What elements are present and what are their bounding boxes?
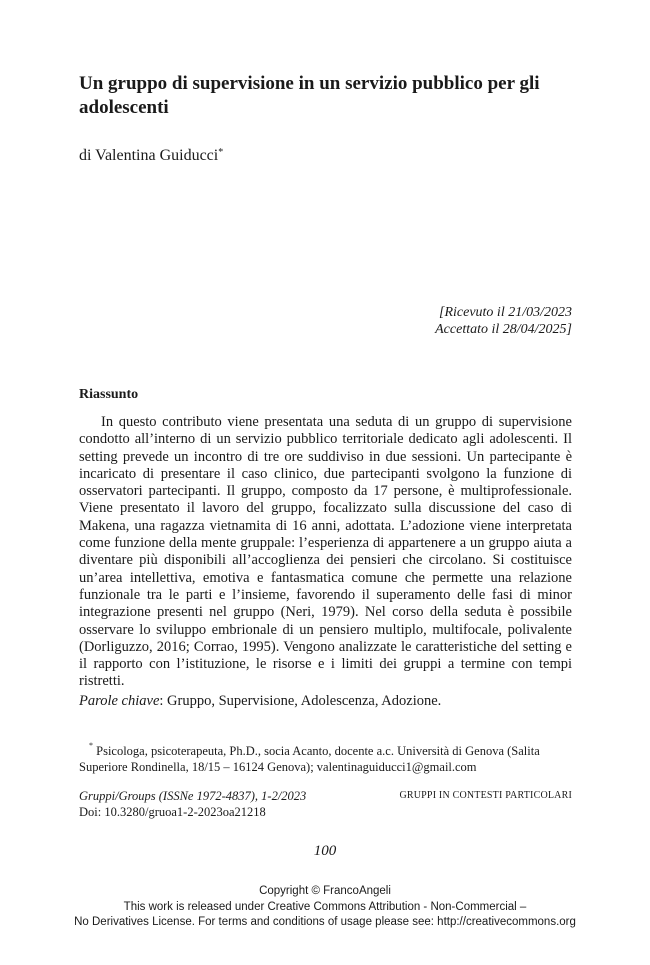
footnote-marker: * <box>89 741 93 750</box>
received-date: [Ricevuto il 21/03/2023 <box>439 305 572 320</box>
keywords-label: Parole chiave <box>79 693 160 709</box>
author-footnote <box>79 740 572 775</box>
author-name: di Valentina Guiducci <box>79 147 219 164</box>
page-number: 100 <box>313 843 337 859</box>
abstract-text: In questo contributo viene presentata una seduta di un gruppo di supervisione condotto all’interno di un servizio pubblico territoriale dedicato agli adolescenti. Il setting prevede un incontro di tre ore suddiviso in due sessioni. Un partecipante è incaricato di presentare il caso clinico, due partecipanti svolgono la funzione di osservatori partecipanti. Il gruppo, composto da 17 persone, è multiprofessionale. Viene presentato il lavoro del gruppo, focalizzato sulla discussione del caso di Makena, una ragazza vietnamita di 16 anni, adottata. L’adozione viene interpretata come funzione della mente gruppale: l’esperienza di appartenere a un gruppo aiuta a diventare più disponibili all’accoglienza dei pensieri che circolano. Si costituisce un’area intellettiva, emotiva e fantasmatica comune che permette una relazione funzionale tra le parti e l’insieme, favorendo il superamento delle fasi di minor integrazione presenti nel gruppo (Neri, 1979). Nel corso della seduta è possibile osservare lo sviluppo embrionale di un pensiero multiplo, multifocale, polivalente (Dorliguzzo, 2016; Corrao, 1995). Vengono analizzate le caratteristiche del setting e il rapporto con l’istituzione, le risorse e i limiti dei gruppi a termine con tempi ristretti. <box>79 414 572 690</box>
license-line-2: No Derivatives License. For terms and conditions of usage please see: http://creativecommons.org <box>74 916 576 928</box>
journal-info <box>79 788 306 820</box>
copyright-line: Copyright © FrancoAngeli <box>259 885 391 897</box>
author-line <box>79 146 223 166</box>
submission-dates <box>435 304 572 338</box>
license-line-1: This work is released under Creative Commons Attribution - Non-Commercial – <box>123 900 527 913</box>
author-footnote-marker: * <box>218 147 224 158</box>
abstract-heading: Riassunto <box>79 387 139 402</box>
doi: Doi: 10.3280/gruoa1-2-2023oa21218 <box>79 805 266 819</box>
accepted-date: Accettato il 28/04/2025] <box>435 322 572 337</box>
keywords-list: : Gruppo, Supervisione, Adolescenza, Adozione. <box>159 693 442 709</box>
section-label: GRUPPI IN CONTESTI PARTICOLARI <box>399 790 572 801</box>
footnote-text: Psicologa, psicoterapeuta, Ph.D., socia Acanto, docente a.c. Università di Genova (Salita Superiore Rondinella, 18/15 – 16124 Genova); valentinaguiducci1@gmail.com <box>79 744 540 775</box>
keywords <box>79 693 572 710</box>
article-title: Un gruppo di supervisione in un servizio pubblico per gli adolescenti <box>79 73 540 118</box>
journal-citation: Gruppi/Groups (ISSNe 1972-4837), 1-2/2023 <box>79 789 307 803</box>
license-notice <box>0 884 650 931</box>
